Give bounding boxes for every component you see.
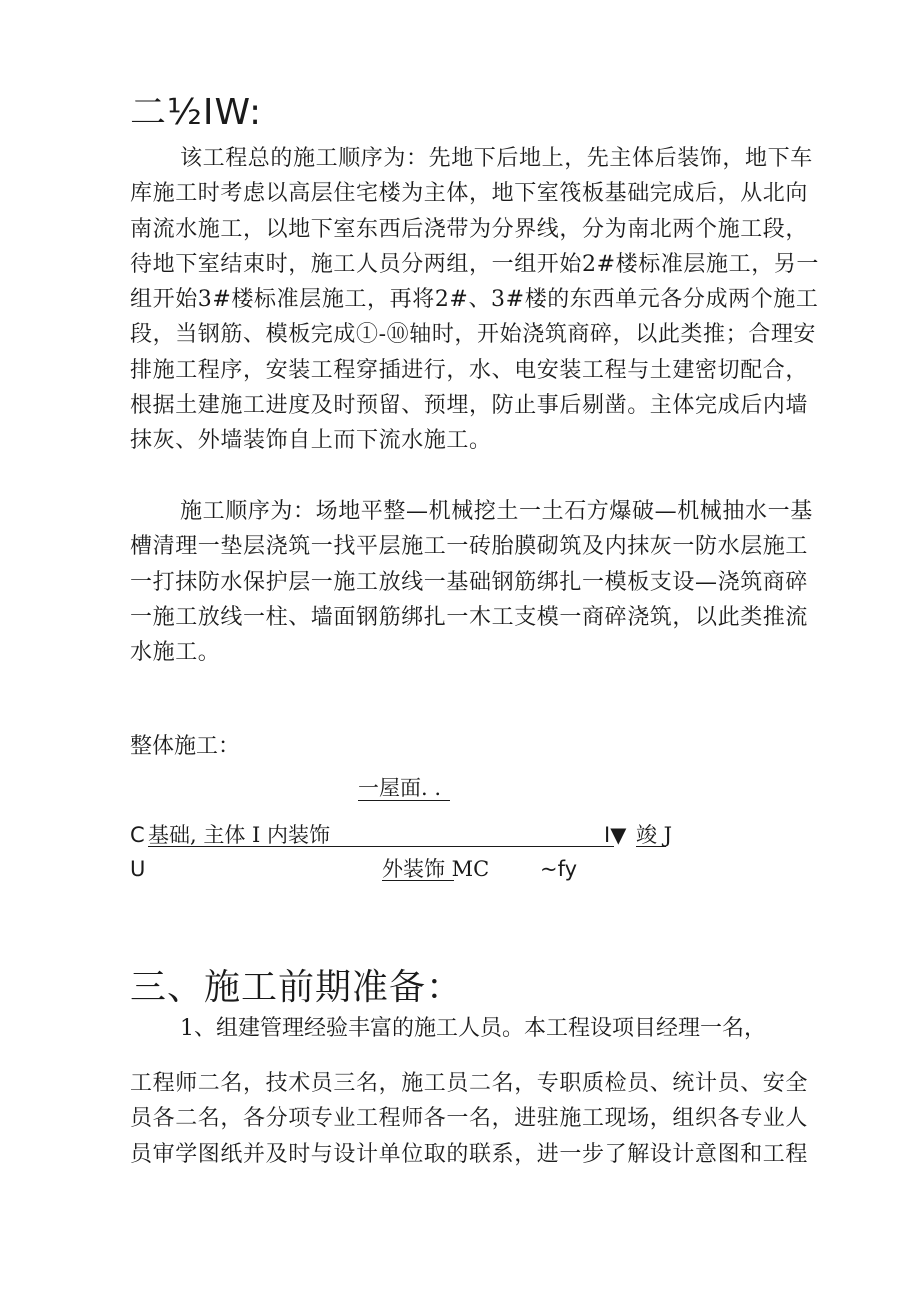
flow-tail-label: ~fy — [540, 857, 578, 881]
flow-exterior-label: 外装饰 MC — [382, 857, 490, 881]
paragraph-construction-order: 该工程总的施工顺序为：先地下后地上，先主体后装饰，地下车库施工时考虑以高层住宅楼为主体，地下室筏板基础完成后，从北向南流水施工，以地下室东西后浇带为分界线，分为南北两个施工段，待地下室结束时，施工人员分两组，一组开始2#楼标准层施工，另一组开始3#楼标准层施工，再将2#、3#楼的东西单元各分成两个施工段，当钢筋、模板完成①-⑩轴时，开始浇筑商碎，以此类推；合理安排施工程序，安装工程穿插进行，水、电安装工程与土建密切配合，根据土建施工进度及时预留、预埋，防止事后剔凿。主体完成后内墙抹灰、外墙装饰自上而下流水施工。 — [130, 146, 820, 454]
flow-start-bracket: C — [130, 823, 145, 847]
paragraph-construction-steps: 施工顺序为：场地平整—机械挖土一土石方爆破—机械抽水一基槽清理一垫层浇筑一找平层施工一砖胎膜砌筑及内抹灰一防水层施工一打抹防水保护层一施工放线一基础钢筋绑扎一模板支设—浇筑商碎一施工放线一柱、墙面钢筋绑扎一木工支模一商碎浇筑，以此类推流水施工。 — [130, 499, 813, 666]
flow-end-marker: I▼ — [604, 823, 627, 847]
flow-main-line — [148, 846, 614, 847]
flow-roof-label: 一屋面. . — [358, 776, 442, 800]
section-heading-preparation: 三、施工前期准备： — [130, 967, 464, 1008]
flow-completion-label: 竣 J — [636, 823, 673, 847]
item1-body: 工程师二名，技术员三名，施工员二名，专职质检员、统计员、安全员各二名，各分项专业工程师各一名，进驻施工现场，组织各专业人员审学图纸并及时与设计单位取的联系，进一步了解设计意图和工程 — [130, 1071, 809, 1167]
flow-completion-underline — [636, 846, 666, 847]
section-heading-construction-sequence: 二½IW: — [130, 92, 263, 133]
flow-main-line-label: 基础, 主体 I 内装饰 — [148, 823, 330, 847]
flow-roof-underline — [358, 800, 450, 801]
flow-lower-bracket: U — [130, 857, 146, 881]
flow-exterior-underline — [382, 880, 454, 881]
item1-intro: 1、组建管理经验丰富的施工人员。本工程设项目经理一名， — [180, 1016, 766, 1041]
overall-construction-label: 整体施工： — [130, 734, 241, 759]
